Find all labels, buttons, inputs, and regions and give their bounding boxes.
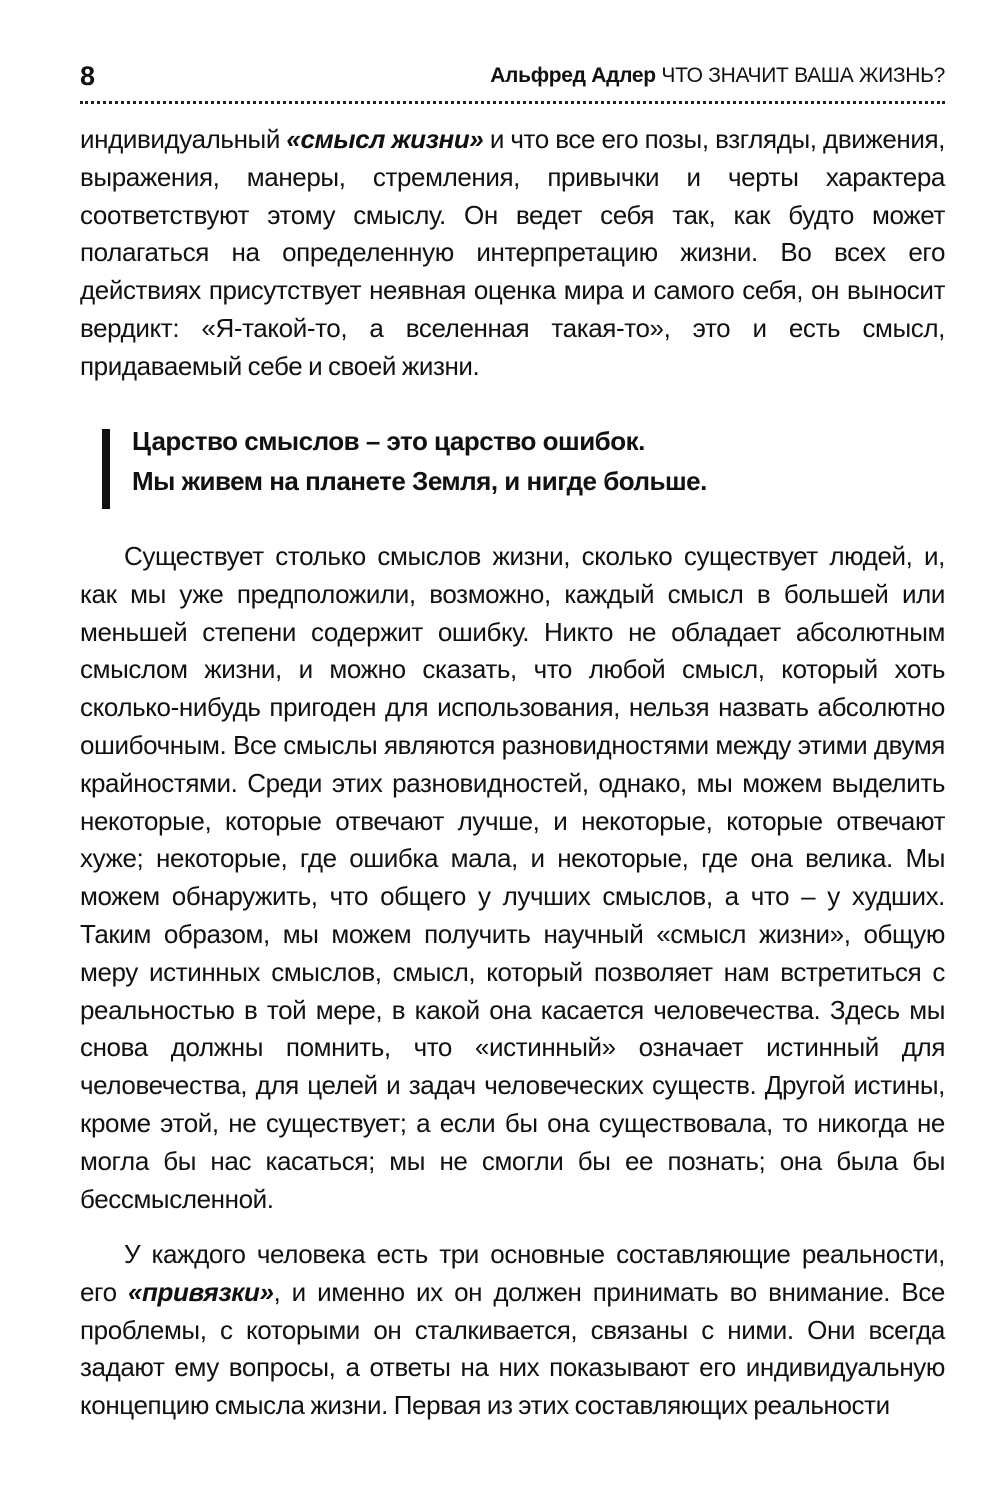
pull-quote-bar [102, 429, 110, 509]
running-head [490, 58, 945, 94]
running-head-author: Альфред Адлер [490, 64, 656, 87]
pull-quote [80, 421, 945, 501]
paragraph-3-text-b: , и именно их он должен принимать во внимание. Все проблемы, с которыми он сталкивается, связаны с ними. Они всегда задают ему вопросы, а ответы на них показывают его индивидуальную концепцию смысла жизни. Первая из этих составляющих реальности [80, 1276, 945, 1421]
page-header [80, 58, 945, 94]
paragraph-1 [80, 121, 945, 386]
pull-quote-line-1: Царство смыслов – это царство ошибок. [132, 426, 645, 456]
paragraph-1-text-b: и что все его позы, взгляды, движения, выражения, манеры, стремления, привычки и черты характера соответствуют этому смыслу. Он ведет себя так, как будто может полагаться на определенную интерпретацию жизни. Во всех его действиях присутствует неявная оценка мира и самого себя, он выносит вердикт: «Я-такой-то, а вселенная такая-то», это и есть смысл, придаваемый себе и своей жизни. [80, 124, 945, 381]
running-head-title: ЧТО ЗНАЧИТ ВАША ЖИЗНЬ? [661, 64, 945, 87]
pull-quote-line-2: Мы живем на планете Земля, и нигде больше. [132, 466, 707, 496]
book-page [80, 0, 945, 1488]
pull-quote-text [132, 421, 707, 501]
page-number: 8 [80, 61, 96, 91]
paragraph-1-emphasis: «смысл жизни» [286, 124, 484, 154]
paragraph-3-emphasis: «привязки» [127, 1276, 274, 1307]
paragraph-2: Существует столько смыслов жизни, сколько существует людей, и, как мы уже предположили, возможно, каждый смысл в большей или меньшей степени содержит ошибку. Никто не обладает абсолютным смыслом жизни, и можно сказать, что любой смысл, который хоть сколько-нибудь пригоден для использования, нельзя назвать абсолютно ошибочным. Все смыслы являются разновидностями между этими двумя крайностями. Среди этих разновидностей, однако, мы можем выделить некоторые, которые отвечают лучше, и некоторые, которые отвечают хуже; некоторые, где ошибка мала, и некоторые, где она велика. Мы можем обнаружить, что общего у лучших смыслов, а что – у худших. Таким образом, мы можем получить научный «смысл жизни», общую меру истинных смыслов, смысл, который позволяет нам встретиться с реальностью в той мере, в какой она касается человечества. Здесь мы снова должны помнить, что «истинный» означает истинный для человечества, для целей и задач человеческих существ. Другой истины, кроме этой, не существует; а если бы она существовала, то никогда не могла бы нас касаться; мы не смогли бы ее познать; она была бы бессмысленной. [80, 541, 945, 1214]
paragraph-1-text-a: индивидуальный [80, 124, 287, 154]
paragraph-3 [80, 1236, 945, 1425]
header-divider [80, 101, 945, 104]
paragraph-3-text-a: У каждого человека есть три основные составляющие реальности, его [80, 1239, 945, 1307]
